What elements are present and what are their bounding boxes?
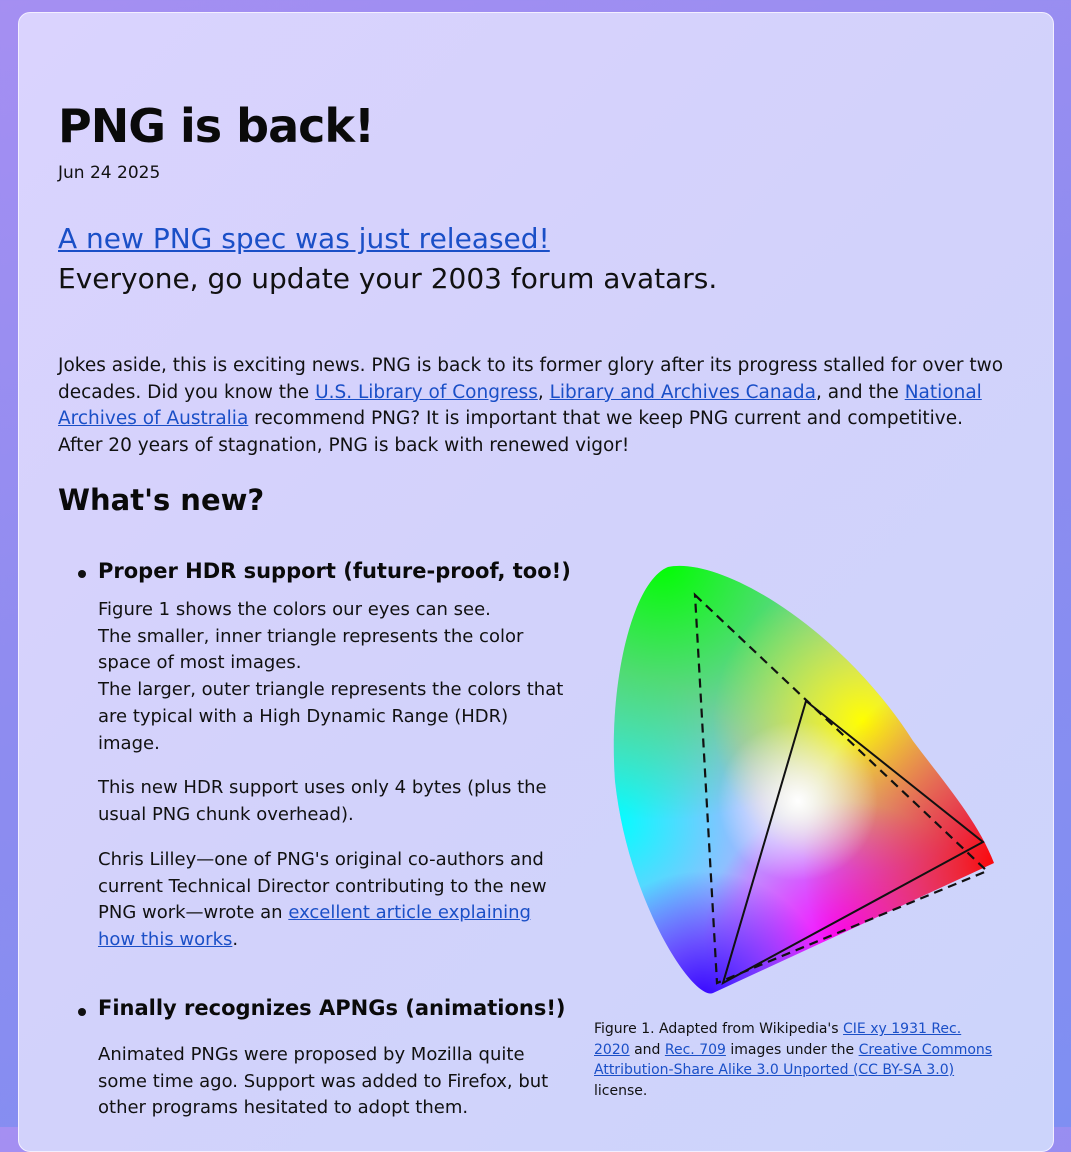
lead-subtitle: Everyone, go update your 2003 forum avatars. <box>58 262 718 295</box>
hdr-paragraph-3-end: . <box>232 929 239 951</box>
lead-block <box>58 219 717 299</box>
caption-text: license. <box>594 1082 648 1099</box>
cie-chromaticity-figure <box>613 561 1013 1001</box>
article-card <box>18 12 1054 1152</box>
intro-paragraph <box>58 353 1008 459</box>
apng-paragraph-1: Animated PNGs were proposed by Mozilla quite some time ago. Support was added to Firefox, but other programs hesitated to adopt them. <box>98 1044 549 1119</box>
hdr-line-2: The smaller, inner triangle represents the color space of most images. <box>98 625 524 674</box>
bullet-icon <box>78 570 86 578</box>
hdr-paragraph-3-text: Chris Lilley—one of PNG's original co-authors and current Technical Director contributing to the new PNG work—wrote an <box>98 849 547 924</box>
caption-text: images under the <box>725 1041 859 1058</box>
caption-text: and <box>629 1041 665 1058</box>
apng-title: Finally recognizes APNGs (animations!) <box>98 996 566 1020</box>
hdr-paragraph-1 <box>98 597 568 757</box>
chris-lilley-article-link[interactable]: excellent article explaining how this works <box>98 902 531 951</box>
hdr-paragraph-3 <box>98 847 568 954</box>
intro-separator: , and the <box>816 381 905 403</box>
intro-text: Jokes aside, this is exciting news. PNG is back to its former glory after its progress stalled for over two decades. Did you know the <box>58 355 1004 403</box>
hdr-line-3: The larger, outer triangle represents the colors that are typical with a High Dynamic Range (HDR) image. <box>98 679 564 754</box>
post-date: Jun 24 2025 <box>58 163 161 183</box>
library-of-congress-link[interactable]: U.S. Library of Congress <box>315 381 538 403</box>
library-archives-canada-link[interactable]: Library and Archives Canada <box>549 381 816 403</box>
caption-text: Figure 1. Adapted from Wikipedia's <box>594 1021 844 1037</box>
intro-text: recommend PNG? It is important that we keep PNG current and competitive. After 20 years of stagnation, PNG is back with renewed vigor! <box>58 408 964 456</box>
spec-release-link[interactable]: A new PNG spec was just released! <box>58 222 550 255</box>
hdr-support-title: Proper HDR support (future-proof, too!) <box>98 559 571 583</box>
national-archives-australia-link[interactable]: National Archives of Australia <box>58 381 982 429</box>
intro-separator: , <box>537 381 550 403</box>
rec709-link[interactable]: Rec. 709 <box>664 1041 726 1058</box>
figure-caption <box>594 1019 994 1101</box>
cie-rec2020-link[interactable]: CIE xy 1931 Rec. 2020 <box>594 1021 962 1058</box>
hdr-line-1: Figure 1 shows the colors our eyes can see. <box>98 599 491 620</box>
hdr-paragraph-2: This new HDR support uses only 4 bytes (plus the usual PNG chunk overhead). <box>98 777 547 825</box>
whats-new-heading: What's new? <box>58 483 265 517</box>
bullet-icon <box>78 1008 86 1016</box>
cc-license-link[interactable]: Creative Commons Attribution-Share Alike 3.0 Unported (CC BY-SA 3.0) <box>594 1041 993 1078</box>
page-title: PNG is back! <box>58 99 374 153</box>
